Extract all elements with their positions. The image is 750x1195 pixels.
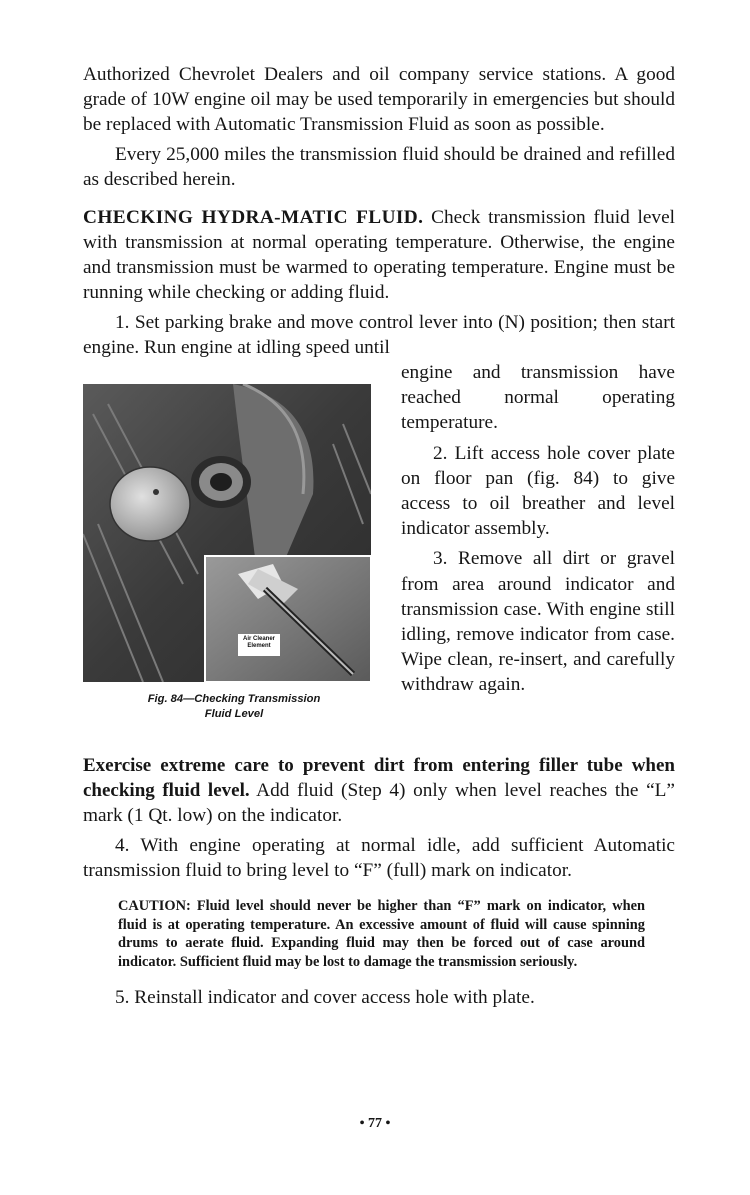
inset-label-line2: Element bbox=[247, 643, 271, 649]
figure-block bbox=[83, 360, 675, 748]
warning-paragraph bbox=[83, 753, 675, 828]
page-number: • 77 • bbox=[359, 1116, 391, 1131]
figure-84-photo bbox=[83, 384, 371, 682]
paragraph-fluid-intro: Authorized Chevrolet Dealers and oil company service stations. A good grade of 10W engine oil may be used temporarily in emergencies but should be replaced with Automatic Transmission Fluid as soon as possible. bbox=[83, 64, 675, 135]
step-1-text: 1. Set parking brake and move control lever into (N) position; then start engine. Run engine at idling speed until bbox=[83, 312, 675, 358]
section-intro-text: Check transmission fluid level with transmission at normal operating temperature. Otherwise, the engine and transmission must be warmed to operating temperature. Engine must be running while checking or adding fluid. bbox=[83, 207, 675, 303]
step-2-text: 2. Lift access hole cover plate on floor pan (fig. 84) to give access to oil breather and level indicator assembly. bbox=[401, 442, 675, 540]
inset-label-line1: Air Cleaner bbox=[242, 636, 275, 642]
inset-label bbox=[238, 636, 280, 650]
side-text-column bbox=[401, 360, 675, 698]
step-3-text: 3. Remove all dirt or gravel from area around indicator and transmission case. With engine still idling, remove indicator from case. Wipe clean, re-insert, and carefully withdraw again. bbox=[401, 548, 675, 696]
section-heading: CHECKING HYDRA-MATIC FLUID. bbox=[83, 207, 424, 228]
caution-note: CAUTION: Fluid level should never be higher than “F” mark on indicator, when fluid is at operating temperature. An excessive amount of fluid will cause spinning drums to aerate fluid. Expanding fluid may then be forced out of case around indicator. Sufficient fluid may be lost to damage the transmission seriously. bbox=[118, 898, 645, 970]
step-1-continued: engine and transmission have reached normal operating temperature. bbox=[401, 362, 675, 434]
manual-page bbox=[83, 62, 675, 1010]
caption-line1: Fig. 84—Checking Transmission bbox=[147, 693, 321, 705]
paragraph-checking-fluid bbox=[83, 205, 675, 305]
warning-rest-text: Add fluid (Step 4) only when level reaches the “L” mark (1 Qt. low) on the indicator. bbox=[83, 780, 675, 826]
caption-line2: Fluid Level bbox=[204, 708, 264, 720]
floor-pan-photo-icon bbox=[83, 384, 371, 682]
figure-caption bbox=[103, 692, 365, 722]
warning-bold-text: Exercise extreme care to prevent dirt from entering filler tube when checking fluid level. bbox=[83, 755, 675, 801]
paragraph-drain-interval: Every 25,000 miles the transmission fluid should be drained and refilled as described herein. bbox=[83, 144, 675, 190]
step-5-text: 5. Reinstall indicator and cover access hole with plate. bbox=[115, 987, 535, 1008]
step-4-text: 4. With engine operating at normal idle, add sufficient Automatic transmission fluid to bring level to “F” (full) mark on indicator. bbox=[83, 835, 675, 881]
